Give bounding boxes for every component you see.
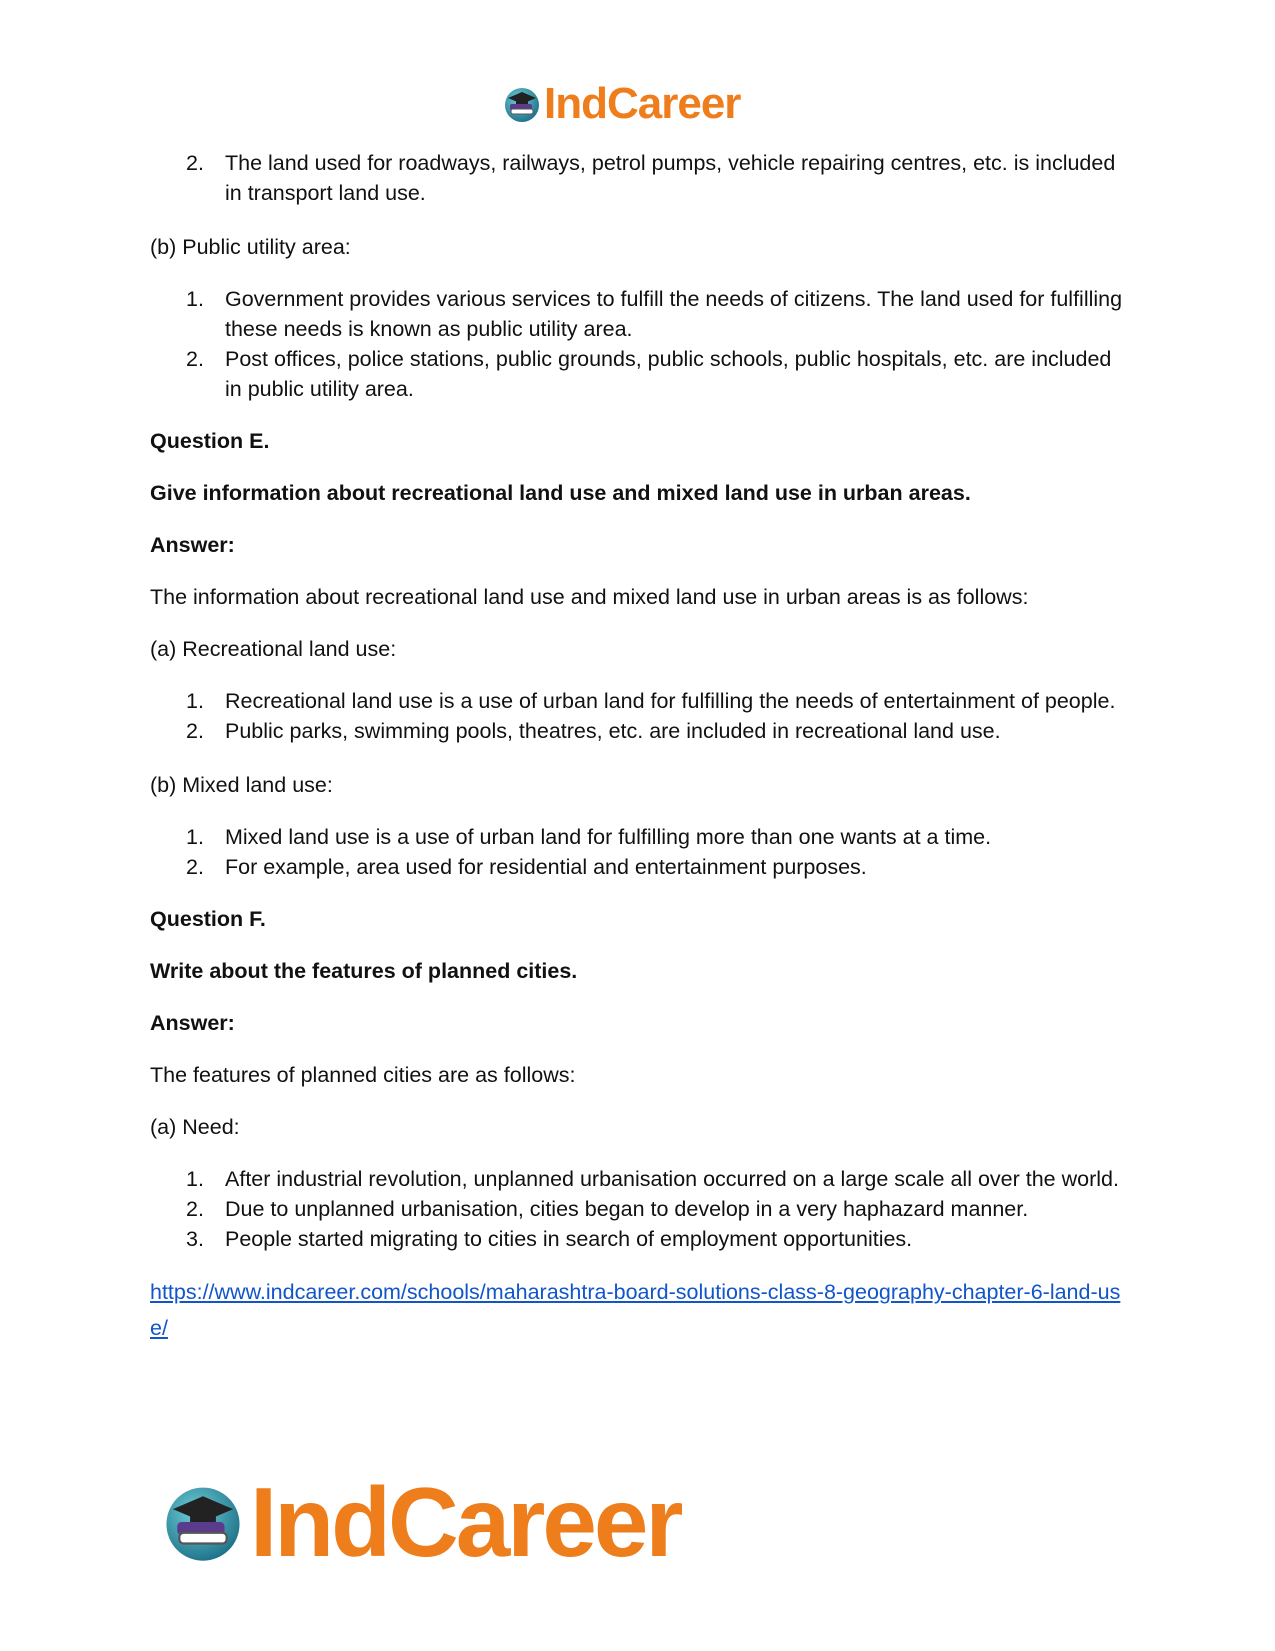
list-text: Post offices, police stations, public grounds, public schools, public hospitals, etc. are included in public utility area.	[225, 347, 1112, 401]
answer-label: Answer:	[150, 1011, 235, 1035]
list-number: 2.	[186, 347, 204, 371]
list-number: 1.	[186, 825, 204, 849]
list-item	[150, 686, 1130, 716]
list-item	[150, 148, 1130, 208]
public-utility-list	[150, 284, 1130, 404]
document-body	[150, 148, 1130, 1346]
answer-intro: The information about recreational land use and mixed land use in urban areas is as follows:	[150, 585, 1029, 609]
section-heading: (a) Recreational land use:	[150, 637, 397, 661]
list-number: 1.	[186, 1167, 204, 1191]
list-number: 2.	[186, 151, 204, 175]
list-number: 1.	[186, 689, 204, 713]
list-number: 1.	[186, 287, 204, 311]
header-logo	[502, 80, 740, 128]
list-item	[150, 344, 1130, 404]
section-heading: (a) Need:	[150, 1115, 240, 1139]
brand-wordmark: IndCareer	[544, 79, 741, 128]
question-text: Give information about recreational land use and mixed land use in urban areas.	[150, 481, 971, 505]
list-text: Government provides various services to fulfill the needs of citizens. The land used for fulfilling these needs is known as public utility area.	[225, 287, 1123, 341]
list-item	[150, 1194, 1130, 1224]
graduation-book-globe-icon	[502, 84, 542, 124]
list-number: 2.	[186, 1197, 204, 1221]
list-number: 2.	[186, 855, 204, 879]
need-list	[150, 1164, 1130, 1254]
list-item	[150, 822, 1130, 852]
footer-logo	[160, 1467, 681, 1577]
list-item	[150, 284, 1130, 344]
section-heading: (b) Mixed land use:	[150, 773, 333, 797]
list-item	[150, 852, 1130, 882]
list-item	[150, 1164, 1130, 1194]
question-label: Question F.	[150, 907, 266, 931]
list-number: 3.	[186, 1227, 204, 1251]
question-label: Question E.	[150, 429, 270, 453]
mixed-list	[150, 822, 1130, 882]
list-text: After industrial revolution, unplanned urbanisation occurred on a large scale all over the world.	[225, 1167, 1119, 1191]
list-text: Mixed land use is a use of urban land for fulfilling more than one wants at a time.	[225, 825, 992, 849]
answer-intro: The features of planned cities are as follows:	[150, 1063, 576, 1087]
section-heading: (b) Public utility area:	[150, 235, 351, 259]
list-text: People started migrating to cities in search of employment opportunities.	[225, 1227, 913, 1251]
list-text: Public parks, swimming pools, theatres, etc. are included in recreational land use.	[225, 719, 1001, 743]
transport-list	[150, 148, 1130, 208]
list-text: For example, area used for residential and entertainment purposes.	[225, 855, 867, 879]
list-item	[150, 716, 1130, 746]
recreational-list	[150, 686, 1130, 746]
answer-label: Answer:	[150, 533, 235, 557]
brand-wordmark: IndCareer	[250, 1467, 681, 1577]
list-text: The land used for roadways, railways, petrol pumps, vehicle repairing centres, etc. is included in transport land use.	[225, 151, 1116, 205]
list-item	[150, 1224, 1130, 1254]
source-link[interactable]: https://www.indcareer.com/schools/maharashtra-board-solutions-class-8-geography-chapter-6-land-use/	[150, 1280, 1121, 1340]
list-number: 2.	[186, 719, 204, 743]
graduation-book-globe-icon	[160, 1479, 246, 1565]
question-text: Write about the features of planned cities.	[150, 959, 578, 983]
list-text: Due to unplanned urbanisation, cities began to develop in a very haphazard manner.	[225, 1197, 1029, 1221]
list-text: Recreational land use is a use of urban land for fulfilling the needs of entertainment of people.	[225, 689, 1116, 713]
